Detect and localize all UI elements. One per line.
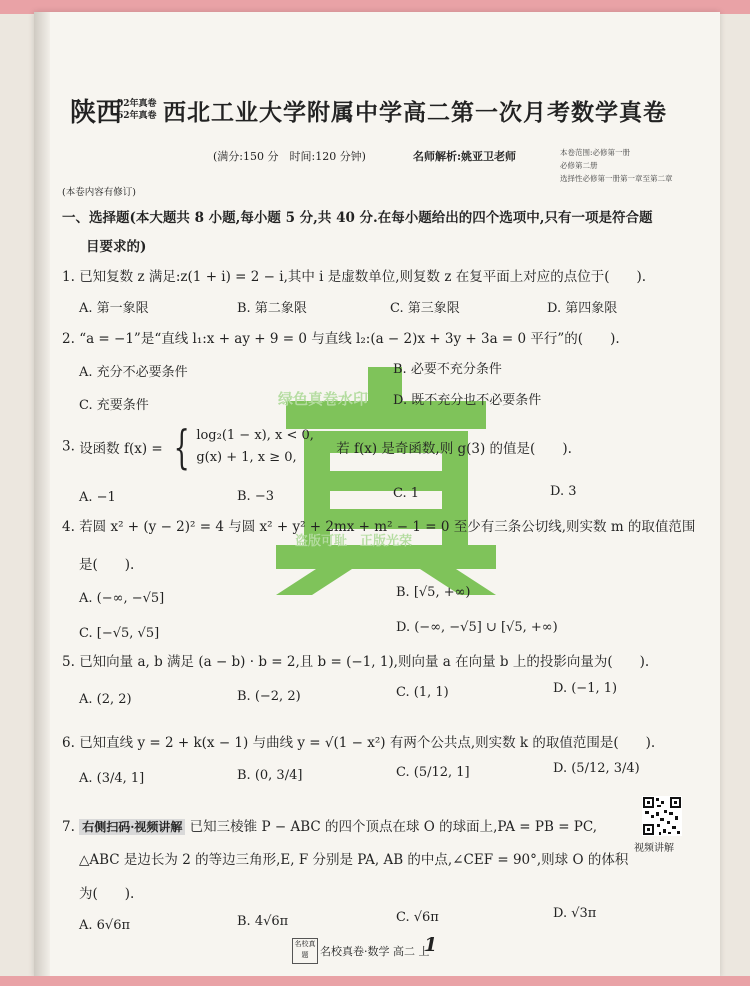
watermark-text-bottom: 盗版可耻 正版光荣 [295, 534, 413, 549]
question-text: “a = −1”是“直线 l₁:x + ay + 9 = 0 与直线 l₂:(a − 2)x + 3y + 3a = 0 平行”的( ). [79, 331, 620, 347]
question-1 [62, 265, 646, 285]
section-title-cont: 目要求的) [86, 239, 147, 255]
page-spine [34, 12, 50, 978]
question-number: 7. [62, 819, 75, 835]
q1-option-d: D. 第四象限 [547, 301, 618, 316]
q6-option-d: D. (5/12, 3/4) [553, 761, 640, 776]
watermark-text-top: 绿色真卷水印 [278, 390, 369, 408]
analyst: 名师解析:姚亚卫老师 [413, 150, 517, 163]
q6-option-a: A. (3/4, 1] [79, 771, 145, 786]
scope-line-1: 本卷范围:必修第一册 [560, 148, 631, 157]
question-6 [62, 731, 655, 751]
q4-option-c: C. [−√5, √5] [79, 626, 160, 641]
question-text: 若圆 x² + (y − 2)² = 4 与圆 x² + y² + 2mx + m² − 1 = 0 至少有三条公切线,则实数 m 的取值范围 [79, 519, 696, 535]
q3-option-c: C. 1 [393, 486, 420, 501]
scope-line-3: 选择性必修第一册第一章至第二章 [560, 174, 673, 183]
q1-option-c: C. 第三象限 [390, 301, 460, 316]
piecewise-function [196, 425, 314, 469]
question-number: 5. [62, 654, 75, 670]
q4-option-a: A. (−∞, −√5] [79, 591, 165, 606]
q4-option-d: D. (−∞, −√5] ∪ [√5, +∞) [396, 620, 558, 635]
piece-1: log₂(1 − x), x < 0, [196, 428, 314, 443]
q5-option-a: A. (2, 2) [79, 692, 132, 707]
question-5 [62, 650, 649, 670]
q2-option-b: B. 必要不充分条件 [393, 362, 502, 377]
brace-icon: { [173, 420, 190, 474]
q6-option-c: C. (5/12, 1] [396, 765, 470, 780]
q2-option-c: C. 充要条件 [79, 398, 149, 413]
q7-option-c: C. √6π [396, 910, 439, 925]
question-3 [62, 420, 572, 474]
question-number: 3. [62, 438, 75, 455]
question-text: 已知向量 a, b 满足 (a − b) · b = 2,且 b = (−1, 1),则向量 a 在向量 b 上的投影向量为( ). [79, 654, 650, 670]
question-4-cont: 是( ). [79, 557, 135, 573]
question-number: 2. [62, 331, 75, 347]
q7-option-a: A. 6√6π [79, 918, 131, 933]
q3-option-b: B. −3 [237, 489, 274, 504]
year-code-1: 02年真卷 [117, 99, 157, 109]
q1-option-a: A. 第一象限 [79, 301, 149, 316]
question-4 [62, 515, 695, 535]
question-7 [62, 815, 597, 835]
qr-caption: 视频讲解 [634, 843, 674, 854]
question-text: 已知直线 y = 2 + k(x − 1) 与曲线 y = √(1 − x²) 有两个公共点,则实数 k 的取值范围是( ). [79, 735, 656, 751]
q5-option-b: B. (−2, 2) [237, 689, 301, 704]
q3-option-a: A. −1 [79, 490, 116, 505]
footer-text: 名校真卷·数学 高二 上 [320, 945, 430, 958]
revision-note: (本卷内容有修订) [62, 187, 136, 198]
question-7-cont: △ABC 是边长为 2 的等边三角形,E, F 分别是 PA, AB 的中点,∠CEF = 90°,则球 O 的体积 [79, 852, 629, 868]
q5-option-c: C. (1, 1) [396, 685, 449, 700]
q7-option-d: D. √3π [553, 906, 597, 921]
year-code-2: 62年真卷 [117, 111, 157, 121]
question-number: 4. [62, 519, 75, 535]
video-tag[interactable]: 右侧扫码·视频讲解 [79, 819, 185, 835]
question-number: 1. [62, 269, 75, 285]
piece-2: g(x) + 1, x ≥ 0, [196, 450, 297, 465]
q2-option-d: D. 既不充分也不必要条件 [393, 393, 542, 408]
section-title: 一、选择题(本大题共 8 小题,每小题 5 分,共 40 分.在每小题给出的四个选项中,只有一项是符合题 [62, 210, 653, 226]
q6-option-b: B. (0, 3/4] [237, 768, 303, 783]
edge-bottom [0, 976, 750, 986]
question-text: 已知三棱锥 P − ABC 的四个顶点在球 O 的球面上,PA = PB = PC, [189, 819, 598, 835]
scope-line-2: 必修第二册 [560, 161, 598, 170]
question-7-cont2: 为( ). [79, 886, 135, 902]
q7-option-b: B. 4√6π [237, 914, 289, 929]
q2-option-a: A. 充分不必要条件 [79, 365, 188, 380]
qr-code-icon[interactable] [642, 796, 682, 836]
province-label: 陕西 [70, 98, 123, 128]
page-title: 西北工业大学附属中学高二第一次月考数学真卷 [163, 100, 667, 126]
question-number: 6. [62, 735, 75, 751]
question-text-prefix: 设函数 f(x) = [79, 441, 163, 457]
question-text: 已知复数 z 满足:z(1 + i) = 2 − i,其中 i 是虚数单位,则复数 z 在复平面上对应的点位于( ). [79, 269, 647, 285]
page-number: 1 [424, 934, 438, 956]
q3-option-d: D. 3 [550, 484, 577, 499]
q1-option-b: B. 第二象限 [237, 301, 307, 316]
footer-logo: 名校真题 [292, 938, 318, 964]
q5-option-d: D. (−1, 1) [553, 681, 618, 696]
score-time: (满分:150 分 时间:120 分钟) [213, 150, 366, 163]
year-codes [117, 98, 157, 122]
q4-option-b: B. [√5, +∞) [396, 585, 471, 600]
question-2 [62, 327, 620, 347]
question-text-suffix: 若 f(x) 是奇函数,则 g(3) 的值是( ). [336, 441, 572, 457]
